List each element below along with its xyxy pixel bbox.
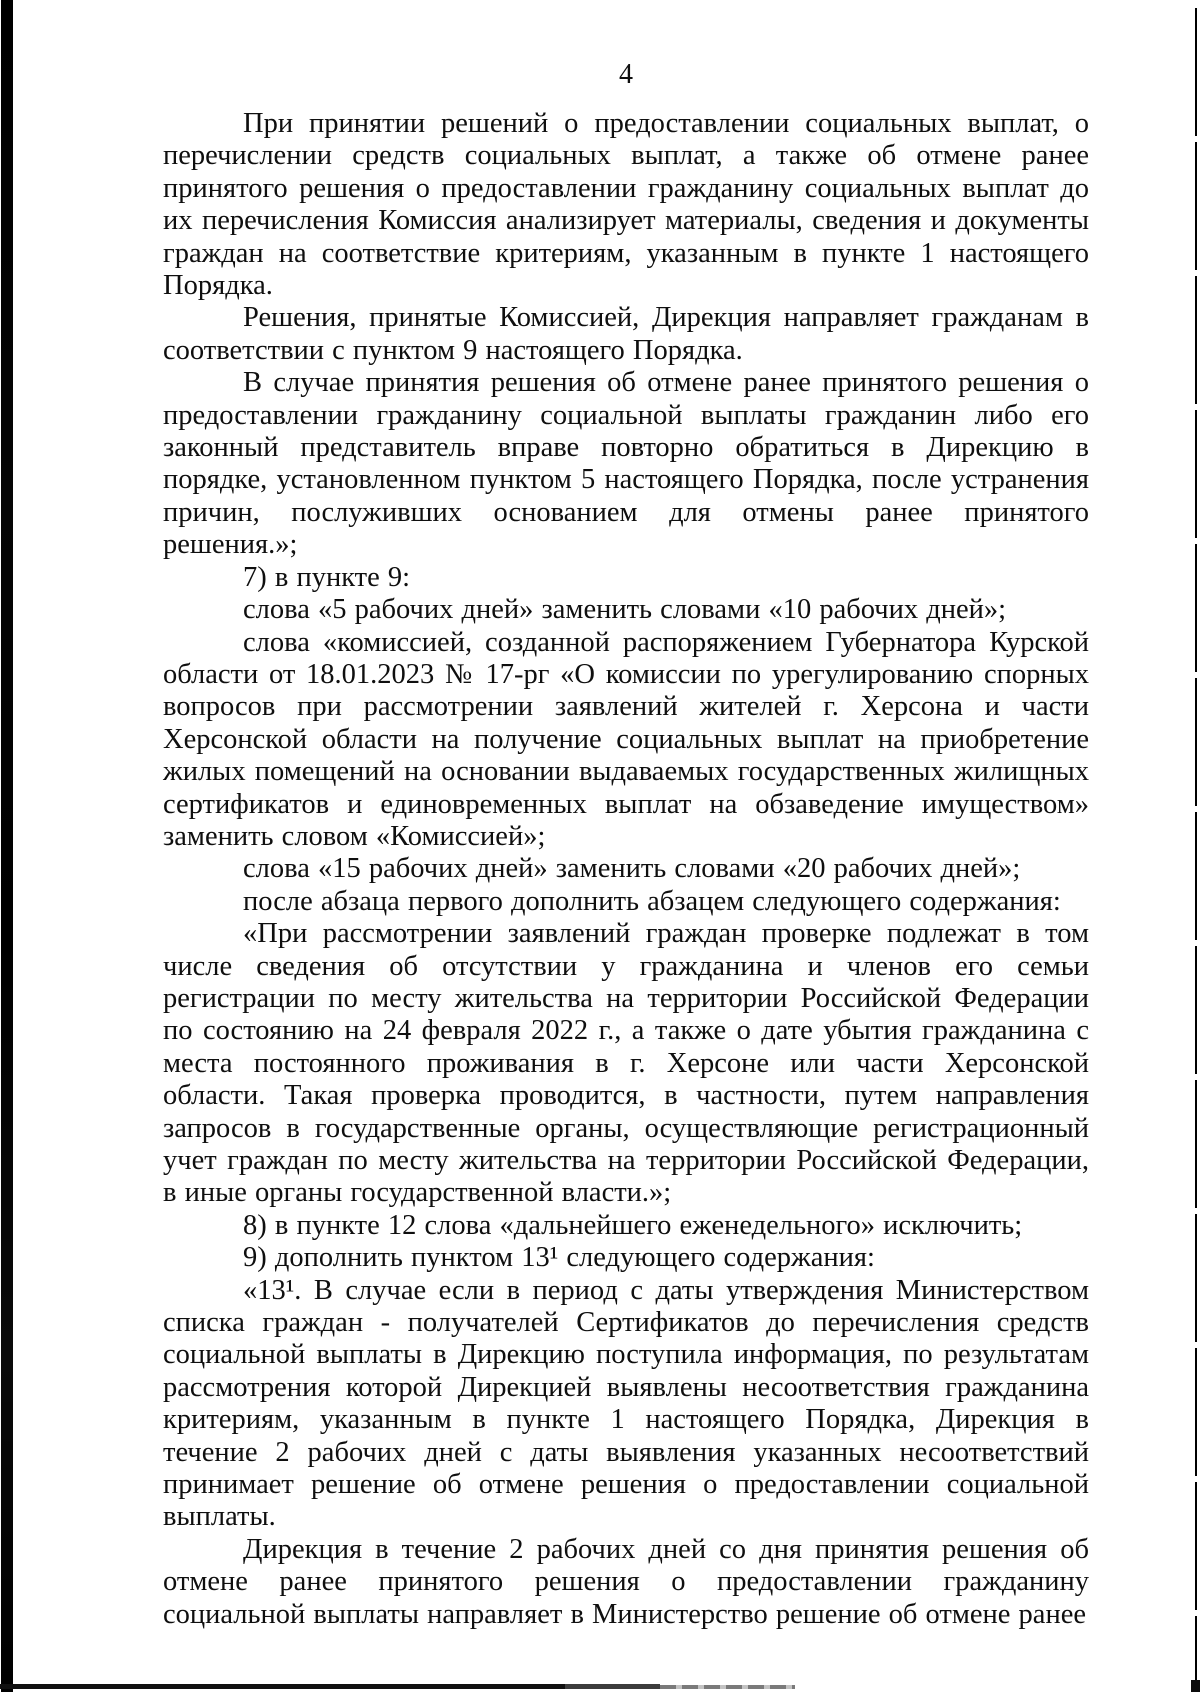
paragraph-6: слова «комиссией, созданной распоряжением Губернатора Курской области от 18.01.2023 № 17-рг «О комиссии по урегулированию спорных вопросов при рассмотрении заявлений жителей г. Херсона и части Херсонской области на получение социальных выплат на приобретение жилых помещений на основании выдаваемых государственных жилищных сертификатов и единовременных выплат на обзаведение имуществом» заменить словом «Комиссией»; [163,626,1089,852]
scan-edge-bottom-line-gray [565,1684,660,1689]
document-body [163,108,1089,1631]
paragraph-8: после абзаца первого дополнить абзацем следующего содержания: [243,885,1061,917]
paragraph-12: «13¹. В случае если в период с даты утверждения Министерством списка граждан - получателей Сертификатов до перечисления средств социальной выплаты в Дирекцию поступила информация, по результатам рассмотрения которой Дирекцией выявлены несоответствия гражданина критериям, указанным в пункте 1 настоящего Порядка, Дирекция в течение 2 рабочих дней с даты выявления указанных несоответствий принимает решение об отмене решения о предоставлении социальной выплаты. [163,1274,1089,1533]
page-number: 4 [619,59,633,90]
scan-edge-bottom-right-mark [1191,1680,1200,1692]
paragraph-1: При принятии решений о предоставлении социальных выплат, о перечислении средств социальных выплат, а также об отмене ранее принятого решения о предоставлении гражданину социальных выплат до их перечисления Комиссия анализирует материалы, сведения и документы граждан на соответствие критериям, указанным в пункте 1 настоящего Порядка. [163,108,1089,302]
scan-edge-right-line [1195,8,1197,1692]
paragraph-3: В случае принятия решения об отмене ранее принятого решения о предоставлении гражданину социальной выплаты гражданин либо его законный представитель вправе повторно обратиться в Дирекцию в порядке, установленном пунктом 5 настоящего Порядка, после устранения причин, послуживших основанием для отмены ранее принятого решения.»; [163,367,1089,561]
paragraph-13: Дирекция в течение 2 рабочих дней со дня принятия решения об отмене ранее принятого решения о предоставлении гражданину социальной выплаты направляет в Министерство решение об отмене ранее [163,1533,1089,1630]
scan-edge-bottom-line-dashes [660,1685,795,1689]
scan-edge-bottom-line [0,1684,565,1689]
paragraph-9: «При рассмотрении заявлений граждан проверке подлежат в том числе сведения об отсутствии у гражданина и членов его семьи регистрации по месту жительства на территории Российской Федерации по состоянию на 24 февраля 2022 г., а также о дате убытия гражданина с места постоянного проживания в г. Херсоне или части Херсонской области. Такая проверка проводится, в частности, путем направления запросов в государственные органы, осуществляющие регистрационный учет граждан по месту жительства на территории Российской Федерации, в иные органы государственной власти.»; [163,918,1089,1209]
paragraph-11: 9) дополнить пунктом 13¹ следующего содержания: [243,1242,875,1274]
paragraph-4: 7) в пункте 9: [243,561,411,593]
paragraph-7: слова «15 рабочих дней» заменить словами «20 рабочих дней»; [243,853,1021,885]
scan-edge-left-bar [1,0,13,1692]
paragraph-5: слова «5 рабочих дней» заменить словами «10 рабочих дней»; [243,594,1007,626]
paragraph-2: Решения, принятые Комиссией, Дирекция направляет гражданам в соответствии с пунктом 9 настоящего Порядка. [163,302,1089,366]
paragraph-10: 8) в пункте 12 слова «дальнейшего еженедельного» исключить; [243,1209,1023,1241]
